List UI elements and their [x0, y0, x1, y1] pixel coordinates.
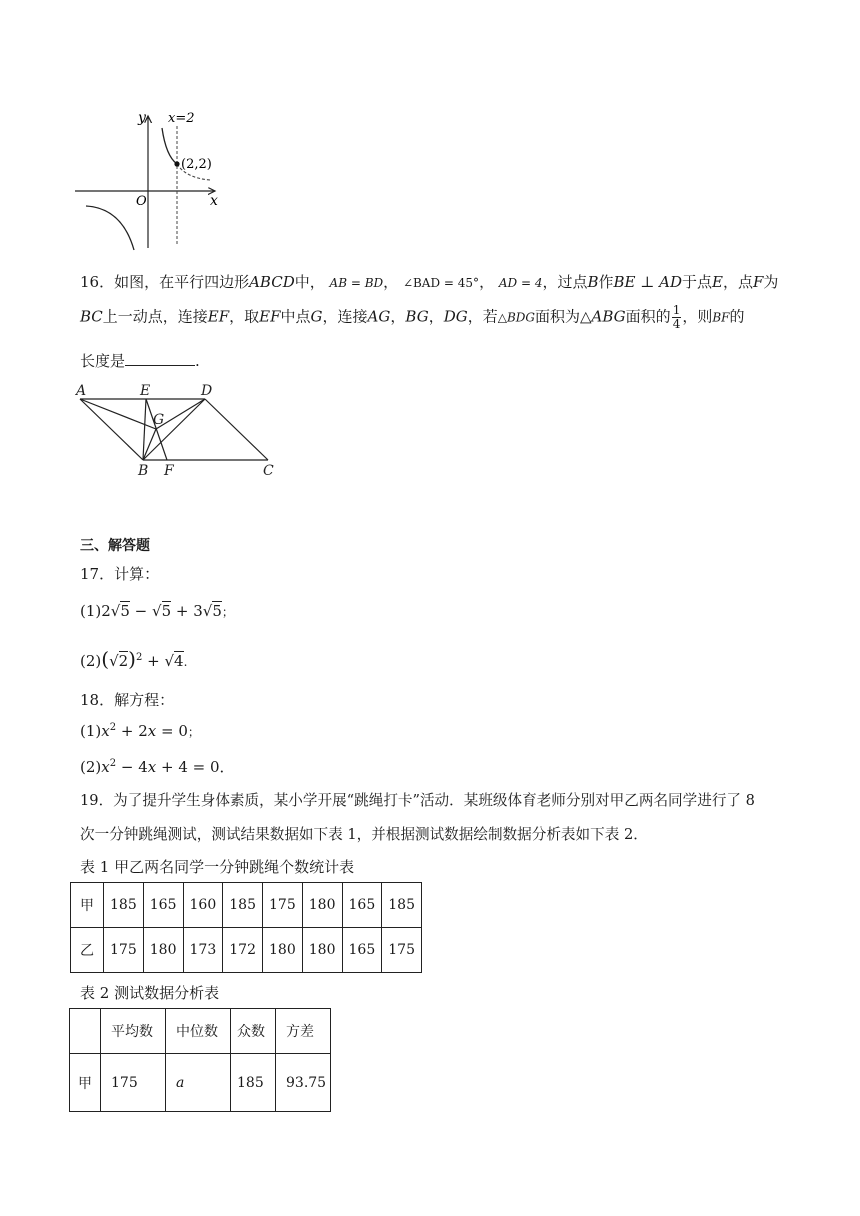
label-a: A — [76, 383, 87, 399]
label-c: C — [263, 463, 274, 479]
q16-text: 于点 — [682, 273, 713, 291]
table-cell: 175 — [382, 928, 422, 973]
q18-term: ； — [187, 725, 200, 739]
q16-text: 16．如图，在平行四边形 — [80, 273, 250, 291]
q16-text: 长度是 — [80, 352, 126, 370]
exponent: 2 — [109, 722, 117, 733]
q18-term: + 4 = 0 — [156, 758, 220, 776]
q16-text: 作 — [598, 273, 614, 291]
q16-b: B — [587, 273, 599, 291]
q16-text: ， — [383, 273, 399, 291]
q16-text: ，点 — [722, 273, 753, 291]
label-b: B — [138, 463, 149, 479]
q16-g: G — [310, 307, 323, 326]
q16-e: E — [712, 273, 723, 291]
point-label: (2,2) — [181, 157, 212, 172]
q16-tri-bdg: △BDG — [497, 310, 535, 325]
q16-angle: ∠BAD = 45° — [402, 276, 480, 290]
section-title: 三、解答题 — [80, 538, 150, 554]
q18-title: 18．解方程： — [80, 691, 175, 709]
q17-radicand: 5 — [161, 602, 172, 620]
curve-branch-lower — [86, 206, 134, 250]
table-cell: 甲 — [71, 883, 104, 928]
sqrt-icon: √ — [109, 652, 119, 670]
q16-text: 中点 — [280, 307, 311, 326]
q18-term: − 4 — [116, 758, 148, 776]
table-cell: a — [166, 1054, 231, 1112]
label-d: D — [201, 383, 213, 399]
sqrt-icon: √ — [164, 652, 175, 670]
q16-line-2 — [80, 304, 745, 331]
q17-radicand: 4 — [174, 652, 184, 670]
table-1 — [70, 882, 422, 973]
part-label: (2) — [80, 758, 102, 776]
q18-var: x — [101, 758, 110, 776]
q17-title: 17．计算： — [80, 565, 160, 583]
table-header-cell — [70, 1009, 101, 1054]
q16-text: . — [195, 352, 200, 370]
q18-part-1 — [80, 722, 200, 740]
table-header-cell: 众数 — [231, 1009, 276, 1054]
table-header-cell: 方差 — [276, 1009, 331, 1054]
table-header-cell: 平均数 — [101, 1009, 166, 1054]
parallelogram-figure — [70, 380, 285, 480]
q16-text: 上一动点，连接 — [102, 307, 208, 326]
q16-text: 面积为 — [535, 307, 581, 326]
fraction-one-quarter — [672, 304, 682, 331]
exponent: 2 — [109, 758, 117, 769]
q19-line-1: 19．为了提升学生身体素质，某小学开展“跳绳打卡”活动．某班级体育老师分别对甲乙两名同学进行了 8 — [80, 792, 755, 809]
sqrt-icon: √ — [110, 602, 121, 620]
paren-open: ( — [101, 647, 110, 671]
q17-part-2 — [80, 647, 187, 671]
paren-close: ) — [128, 647, 136, 671]
q16-text: 为 — [763, 273, 779, 291]
q16-tri-abg: △ABG — [580, 307, 626, 326]
q16-text: ， — [390, 307, 406, 326]
q16-dg: DG — [443, 307, 468, 326]
segment-ef — [146, 399, 167, 460]
q16-text: ，连接 — [322, 307, 368, 326]
table-2 — [69, 1008, 331, 1112]
q16-text: 的 — [729, 307, 745, 326]
table-row — [70, 1054, 331, 1112]
table1-caption: 表 1 甲乙两名同学一分钟跳绳个数统计表 — [80, 858, 355, 876]
q18-term: = 0 — [156, 722, 188, 740]
q17-part-1 — [80, 602, 234, 620]
q16-f: F — [753, 273, 764, 291]
table-cell: 乙 — [71, 928, 104, 973]
q16-ad: AD = 4 — [498, 276, 543, 290]
q16-ef: EF — [207, 307, 230, 326]
q16-ab-bd: AB = BD — [329, 276, 384, 290]
q16-bf: BF — [712, 310, 730, 325]
table-cell: 165 — [342, 883, 382, 928]
table-header-cell: 中位数 — [166, 1009, 231, 1054]
q16-text: ，取 — [229, 307, 260, 326]
table-cell: 175 — [104, 928, 144, 973]
q19-line-2: 次一分钟跳绳测试，测试结果数据如下表 1，并根据测试数据绘制数据分析表如下表 2． — [80, 826, 648, 843]
q16-line-3 — [80, 350, 200, 371]
q16-text: 中， — [294, 273, 325, 291]
q18-var: x — [101, 722, 110, 740]
table-cell: 165 — [143, 883, 183, 928]
q17-term: . — [183, 655, 188, 669]
q17-term: − — [129, 602, 153, 620]
segment-bg — [143, 429, 156, 460]
x-label: x — [210, 193, 218, 209]
hyperbola-graph — [70, 108, 230, 253]
segment-bd — [143, 399, 205, 460]
q16-text: 面积的 — [625, 307, 671, 326]
q18-var: x — [147, 722, 157, 740]
table-cell: 185 — [231, 1054, 276, 1112]
q16-line-1 — [80, 271, 778, 292]
q18-var: x — [147, 758, 157, 776]
q17-radicand: 2 — [118, 652, 129, 670]
sqrt-icon: √ — [152, 602, 162, 620]
table-cell: 180 — [302, 883, 342, 928]
q17-radicand: 5 — [212, 602, 222, 620]
table-cell: 165 — [342, 928, 382, 973]
q17-term: + — [142, 652, 165, 670]
table-cell: 180 — [143, 928, 183, 973]
segment-ag — [80, 399, 156, 429]
q16-text: ，若 — [467, 307, 498, 326]
q16-bg: BG — [405, 307, 429, 326]
q17-term: + 3 — [171, 602, 203, 620]
q16-ef: EF — [259, 307, 281, 326]
table-cell: 185 — [104, 883, 144, 928]
q16-text: ，过点 — [542, 273, 588, 291]
point-2-2 — [174, 161, 179, 166]
part-label: (1) — [80, 722, 102, 740]
origin-label: O — [136, 194, 147, 209]
sqrt-icon: √ — [202, 602, 213, 620]
exponent: 2 — [135, 652, 143, 663]
fraction-numerator: 1 — [672, 303, 681, 317]
q18-term: ． — [219, 758, 235, 776]
q16-ag: AG — [367, 307, 391, 326]
q16-abcd: ABCD — [249, 273, 295, 291]
asymptote-label: x=2 — [168, 111, 195, 126]
q18-term: + 2 — [116, 722, 148, 740]
label-f: F — [164, 463, 174, 479]
segment-be — [143, 399, 146, 460]
table-cell: 甲 — [70, 1054, 101, 1112]
part-label: (2) — [80, 652, 102, 670]
table-row — [71, 883, 422, 928]
table-row — [70, 1009, 331, 1054]
q17-term: ； — [221, 605, 234, 619]
table-cell: 175 — [101, 1054, 166, 1112]
answer-blank — [125, 351, 195, 366]
table2-caption: 表 2 测试数据分析表 — [80, 984, 220, 1002]
label-g: G — [153, 412, 165, 428]
part-label: (1) — [80, 602, 102, 620]
table-cell: 180 — [263, 928, 303, 973]
edge-ab — [80, 399, 143, 460]
y-label: y — [138, 110, 146, 126]
q16-text: ， — [479, 273, 495, 291]
table-cell: 185 — [382, 883, 422, 928]
table-cell: 185 — [223, 883, 263, 928]
curve-branch-upper-solid — [162, 128, 177, 164]
label-e: E — [140, 383, 151, 399]
table-cell: 172 — [223, 928, 263, 973]
q18-part-2 — [80, 756, 235, 777]
table-cell: 173 — [183, 928, 223, 973]
q17-radicand: 5 — [120, 602, 130, 620]
table-cell: 160 — [183, 883, 223, 928]
q16-bc: BC — [80, 307, 103, 326]
q16-be-ad: BE ⊥ AD — [613, 273, 683, 291]
q16-text: ， — [428, 307, 444, 326]
table-cell: 175 — [263, 883, 303, 928]
q17-term: 2 — [101, 602, 111, 620]
q16-text: ，则 — [682, 307, 713, 326]
fraction-denominator: 4 — [672, 317, 681, 331]
table-cell: 180 — [302, 928, 342, 973]
table-cell: 93.75 — [276, 1054, 331, 1112]
table-row — [71, 928, 422, 973]
edge-dc — [205, 399, 268, 460]
